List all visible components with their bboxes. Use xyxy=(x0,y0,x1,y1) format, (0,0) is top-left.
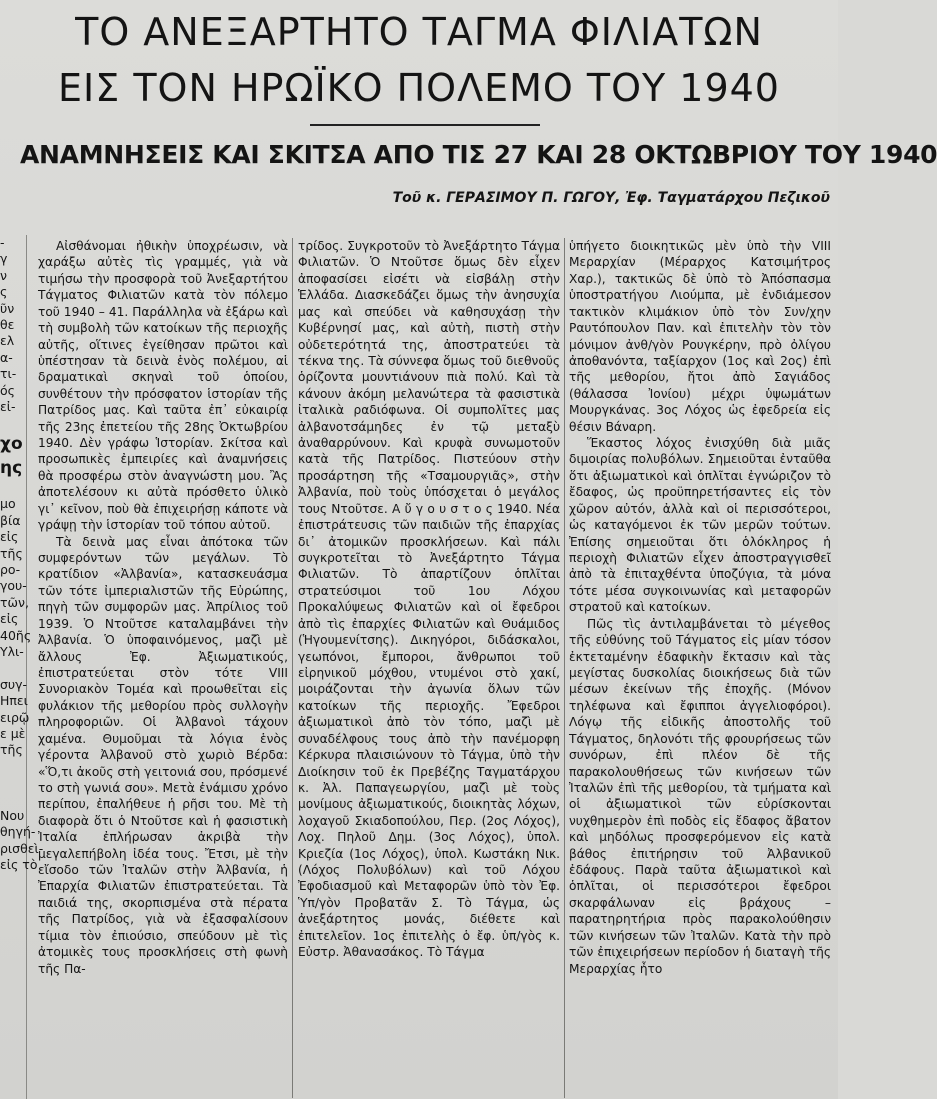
fragment-line: εἰς τὸ xyxy=(0,857,38,873)
fragment-line: εἰς xyxy=(0,529,19,545)
article-column-1 xyxy=(38,238,288,1098)
fragment-line: ς xyxy=(0,284,8,300)
fragment-line: ης xyxy=(0,457,23,478)
column-divider xyxy=(292,238,293,1098)
fragment-line: Ηπει xyxy=(0,693,28,709)
subheadline: ΑΝΑΜΝΗΣΕΙΣ ΚΑΙ ΣΚΙΤΣΑ ΑΠΟ ΤΙΣ 27 ΚΑΙ 28 ΟΚΤΩΒΡΙΟΥ ΤΟΥ 1940 xyxy=(20,140,937,169)
fragment-line: ν xyxy=(0,267,7,283)
fragment-line xyxy=(0,775,26,791)
fragment-line: συγ- xyxy=(0,676,28,692)
article-paragraph: Τὰ δεινὰ μας εἶναι ἀπότοκα τῶν συμφερόντων τῶν μεγάλων. Τὸ κρατίδιον «Ἀλβανία», κατασκευάσμα τῶν τότε ἰμπεριαλιστῶν τῆς Εὐρώπης, πηγὴ τῶν συμφορῶν μας. Ἀπρίλιος τοῦ 1939. Ὁ Ντοῦτσε καταλαμβάνει τὴν Ἀλβανία. Ὁ ὑποφαινόμενος, μαζὶ μὲ ἄλλους Ἐφ. Ἀξιωματικούς, ἐπιστρατεύεται στὸν τότε VIII Συνοριακὸν Τομέα καὶ προωθεῖται εἰς φυλάκιον τῆς μεθορίου πρὸς συλλογὴν πληροφοριῶν. Οἱ Ἀλβανοὶ τάχουν χαμένα. Θυμοῦμαι τὰ λόγια ἑνὸς γέροντα Ἀλβανοῦ στὸ χωριὸ Βέρδα: «Ὅ,τι ἀκοῦς στὴ γειτονιά σου, πρόσμενέ το στὴ γωνιά σου». Μετὰ ἐνάμισυ χρόνο περίπου, ἐπαλήθευε ἡ ρῆσι του. Μὲ τὴ διαφορὰ ὅτι ὁ Ντοῦτσε καὶ ἡ φασιστικὴ Ἰταλία ἐπλήρωσαν ἀκριβὰ τὴν μεγαλεπήβολη ἰδέα τους. Ἔτσι, μὲ τὴν εἴσοδο τῶν Ἰταλῶν στὴν Ἀλβανία, ἡ Ἐπαρχία Φιλιατῶν ἐπιστρατεύεται. Τὰ παιδιά της, σκορπισμένα στὰ πέρατα τῆς Πατρίδος, γιὰ νὰ ἐξασφαλίσουν τίμια τὸν ἐπιούσιο, σπεύδουν μὲ τὶς ἀτομικὲς τους προσκλήσεις στὴ φωνὴ τῆς Πα- xyxy=(38,534,288,976)
article-paragraph: Ἕκαστος λόχος ἐνισχύθη διὰ μιᾶς διμοιρίας πολυβόλων. Σημειοῦται ἐνταῦθα ὅτι ἀξιωματικοὶ καὶ ὁπλῖται ἐγνώριζον τὸ ἔδαφος, ὡς προϋπηρετήσαντες εἰς τὸν χῶρον αὐτόν, ἀλλὰ καὶ οἱ περισσότεροι, ὡς καταγόμενοι ἐκ τῶν μερῶν τούτων. Ἐπίσης σημειοῦται ὅτι ὁλόκληρος ἡ περιοχὴ Φιλιατῶν εἶχεν ἀποστραγγισθεῖ ἀπὸ τὰ ἐπιταχθέντα ὑποζύγια, τὰ μόνα τότε μέσα συγκοινωνίας καὶ μεταφορῶν στρατοῦ καὶ κατοίκων. xyxy=(569,436,831,615)
fragment-line: Υλι- xyxy=(0,643,24,659)
column-divider xyxy=(564,238,565,1098)
fragment-line: γ xyxy=(0,251,8,267)
article-column-2 xyxy=(298,238,560,1098)
fragment-line xyxy=(0,480,26,496)
fragment-line: ός xyxy=(0,382,15,398)
fragment-line: - xyxy=(0,235,5,250)
fragment-line: ε μὲ xyxy=(0,725,26,741)
fragment-line xyxy=(0,759,26,775)
fragment-line: εἰς xyxy=(0,611,19,627)
fragment-line: 40ῆς xyxy=(0,627,32,643)
fragment-line: βία xyxy=(0,512,21,528)
fragment-line xyxy=(0,660,26,676)
article-column-3 xyxy=(569,238,831,1098)
fragment-line: τῆς xyxy=(0,742,23,758)
fragment-line: ῦν xyxy=(0,300,15,316)
fragment-line: ειρῷ xyxy=(0,709,30,725)
headline-line-2: ΕΙΣ ΤΟΝ ΗΡΩΪΚΟ ΠΟΛΕΜΟ ΤΟΥ 1940 xyxy=(58,66,780,110)
fragment-line: α- xyxy=(0,349,13,365)
fragment-line: χο xyxy=(0,433,23,454)
fragment-line xyxy=(0,792,26,808)
fragment-line: τῶν, xyxy=(0,594,29,610)
fragment-line: τῆς xyxy=(0,545,23,561)
fragment-line: θηγή- xyxy=(0,824,36,840)
fragment-line: γου- xyxy=(0,578,27,594)
byline: Τοῦ κ. ΓΕΡΑΣΙΜΟΥ Π. ΓΩΓΟΥ, Ἐφ. Ταγματάρχου Πεζικοῦ xyxy=(392,190,830,206)
adjacent-column-fragment xyxy=(0,235,44,1099)
fragment-line xyxy=(0,415,26,431)
fragment-line: εἰ- xyxy=(0,399,16,415)
article-paragraph: Αἰσθάνομαι ἠθικὴν ὑποχρέωσιν, νὰ χαράξω αὐτὲς τὶς γραμμές, γιὰ νὰ τιμήσω τὴν προσφορὰ τοῦ Ἀνεξαρτήτου Τάγματος Φιλιατῶν κατὰ τὸν πόλεμο τοῦ 1940 – 41. Παράλληλα νὰ ἐξάρω καὶ τὴ συμβολὴ τῶν κατοίκων τῆς περιοχῆς αὐτῆς, οἵτινες ἐγείθησαν πρῶτοι καὶ ὑπέστησαν τὰ δεινὰ ἑνὸς πολέμου, αἱ δραματικαὶ σκηναὶ τοῦ ὁποίου, συνθέτουν τὴν πρόσφατον ἱστορίαν τῆς Πατρίδος μας. Καὶ ταῦτα ἐπ᾽ εὐκαιρίᾳ τῆς 23ης ἐπετείου τῆς 28ης Ὀκτωβρίου 1940. Δὲν γράφω Ἱστορίαν. Σκίτσα καὶ προσωπικὲς ἐμπειρίες καὶ ἀναμνήσεις θὰ προσφέρω στὸν ἀναγνώστη μου. Ἂς ἀποτελέσουν κι αὐτὰ πρόσθετο ὑλικὸ γι᾽ κεῖνον, ποὺ θὰ ἐπιχειρήσῃ κάποτε νὰ γράψῃ τὴν ἱστορίαν τοῦ τόπου αὐτοῦ. xyxy=(38,239,288,533)
article-paragraph: Πῶς τὶς ἀντιλαμβάνεται τὸ μέγεθος τῆς εὐθύνης τοῦ Τάγματος εἰς μίαν τόσον ἐκτεταμένην ἐδαφικὴν ἔκτασιν καὶ τὰς μεγίστας δυσκολίας διοικήσεως διὰ τῶν μέσων ἐκείνων τῆς ἐποχῆς. (Μόνον τηλέφωνα καὶ ἔφιπποι ἀγγελιοφόροι). Λόγῳ τῆς εἰδικῆς ἀποστολῆς τοῦ Τάγματος, δηλονότι τῆς φρουρήσεως τῶν συνόρων, ἐπὶ πλέον δὲ τῆς παρακολουθήσεως τῶν κινήσεων τῶν Ἰταλῶν ἐπὶ τῆς μεθορίου, τὰ τμήματα καὶ οἱ ἀξιωματικοὶ τῶν εὑρίσκονται νυχθημερὸν ἐπὶ ποδὸς εἰς ἔδαφος ἄβατον καὶ μηδόλως προσφερόμενον εἰς κατὰ βάθος ἐπιτήρησιν τοῦ Ἀλβανικοῦ ἐδάφους. Παρὰ ταῦτα ἀξιωματικοὶ καὶ ὁπλῖται, οἱ περισσότεροι ἔφεδροι σκαρφάλωναν εἰς βράχους – παρατηρητήρια πρὸς παρακολούθησιν τῶν κινήσεων τῶν Ἰταλῶν. Κατὰ τὴν πρὸ τῶν ἐπιχειρήσεων περίοδον ἡ διαταγὴ τῆς Μεραρχίας ἦτο xyxy=(569,616,831,976)
fragment-line: θε xyxy=(0,317,15,333)
article-paragraph: ὑπήγετο διοικητικῶς μὲν ὑπὸ τὴν VIII Μεραρχίαν (Μέραρχος Κατσιμήτρος Χαρ.), τακτικῶς δὲ ὑπὸ τὸ Ἀπόσπασμα ὑποστρατήγου Λιούμπα, μὲ ἐνδιάμεσον τακτικὸν κλιμάκιον ὑπὸ τὸν Συν/χην Ραυτόπουλον Παν. καὶ ἐπιτελὴν τὸν τὸν μόνιμον ἀνθ/γὸν Ρουγκέρην, πρὸ ὀλίγου ἀποθανόντα, ταξίαρχον (1ος καὶ 2ος) ἐπὶ τῆς μεθορίου, ἤτοι ἀπὸ Σαγιάδος (θάλασσα Ἰονίου) μέχρι ὑψωμάτων Μουργκάνας. 3ος Λόχος ὡς ἐφεδρεία εἰς θέσιν Βάναρη. xyxy=(569,239,831,434)
fragment-line: ρο- xyxy=(0,561,21,577)
headline-line-1: ΤΟ ΑΝΕΞΑΡΤΗΤΟ ΤΑΓΜΑ ΦΙΛΙΑΤΩΝ xyxy=(75,10,763,54)
fragment-line: Νου xyxy=(0,808,25,823)
article-paragraph: τρίδος. Συγκροτοῦν τὸ Ἀνεξάρτητο Τάγμα Φιλιατῶν. Ὁ Ντοῦτσε ὅμως δὲν εἶχεν ἀποφασίσει εἰσέτι νὰ εἰσβάλῃ στὴν Ἑλλάδα. Διασκεδάζει ὅμως τὴν ἀνησυχία μας καὶ σπεύδει νὰ καθησυχάσῃ τὴν Κυβέρνησί μας, καὶ αὐτὴ, πιστὴ στὴν οὐδετερότητά της, ἀποστρατεύει τὰ τέκνα της. Τὰ σύννεφα ὅμως τοῦ διεθνοῦς ὁρίζοντα μουντιάνουν πιὰ πολύ. Καὶ τὰ κάνουν ἀκόμη μελανώτερα τὰ φασιστικὰ ἰταλικὰ ραδιόφωνα. Οἱ συμπολῖτες μας ἀλβανοτσάμηδες ἐν τῷ μεταξὺ ἀναθαρρύνουν. Καὶ κρυφὰ συνωμοτοῦν κατὰ τῆς Πατρίδος. Πιστεύουν στὴν προσάρτηση τῆς «Τσαμουργιᾶς», στὴν Ἀλβανία, ποὺ τοὺς ὑπόσχεται ὁ μεγάλος τους Ντοῦτσε. Α ὔ γ ο υ σ τ ο ς 1940. Νέα ἐπιστράτευσις τῶν παιδιῶν τῆς ἐπαρχίας δι᾽ ἀτομικῶν προσκλήσεων. Καὶ πάλι συγκροτεῖται τὸ Ἀνεξάρτητο Τάγμα Φιλιατῶν. Τὸ ἀπαρτίζουν ὁπλῖται στρατεύσιμοι τοῦ 1ου Λόχου Προκαλύψεως Φιλιατῶν καὶ οἱ ἔφεδροι ἀπὸ τὶς ἐπαρχίες Φιλιατῶν καὶ Θυάμιδος (Ἡγουμενίτσης). Δικηγόροι, διδάσκαλοι, γεωπόνοι, ἔμποροι, ἄνθρωποι τοῦ εἰρηνικοῦ μόχθου, ντυμένοι στὸ χακί, μοιράζονται τὴν ἀγωνία ὅλων τῶν κατοίκων τῆς περιοχῆς. Ἔφεδροι ἀξιωματικοὶ ἀπὸ τὸν τόπο, μαζὶ μὲ συναδέλφους τους ἀπὸ τὴν πανέμορφη Κέρκυρα πλαισιώνουν τὸ Τάγμα, ὑπὸ τὴν Διοίκησιν τοῦ ἐκ Πρεβέζης Ταγματάρχου κ. Ἀλ. Παπαγεωργίου, μαζὶ μὲ τοὺς μονίμους ἀξιωματικούς, διοικητὰς λόχων, λοχαγοῦ Σκιαδοπούλου, Περ. (2ος Λόχος), Λοχ. Πηλοῦ Δημ. (3ος Λόχος), ὑπολ. Κριεζία (1ος Λόχος), ὑπολ. Κωστάκη Νικ. (Λόχος Πολυβόλων) καὶ τοῦ Λόχου Ἐφοδιασμοῦ καὶ Μεταφορῶν ὑπὸ τὸν Ἐφ. Ὑπ/γὸν Προβατᾶν Σ. Τὸ Τάγμα, ὡς ἀνεξάρτητος μονάς, διέθετε καὶ ἐπιτελεῖον. 1ος ἐπιτελὴς ὁ ἔφ. ὑπ/γὸς κ. Εὐστρ. Ἀθανασάκος. Τὸ Τάγμα xyxy=(298,239,560,960)
fragment-line: ελ xyxy=(0,333,15,349)
fragment-line: ρισθεὶ- xyxy=(0,840,44,856)
headline-divider xyxy=(310,124,540,126)
fragment-line: μο xyxy=(0,496,16,512)
fragment-line: τι- xyxy=(0,366,17,382)
